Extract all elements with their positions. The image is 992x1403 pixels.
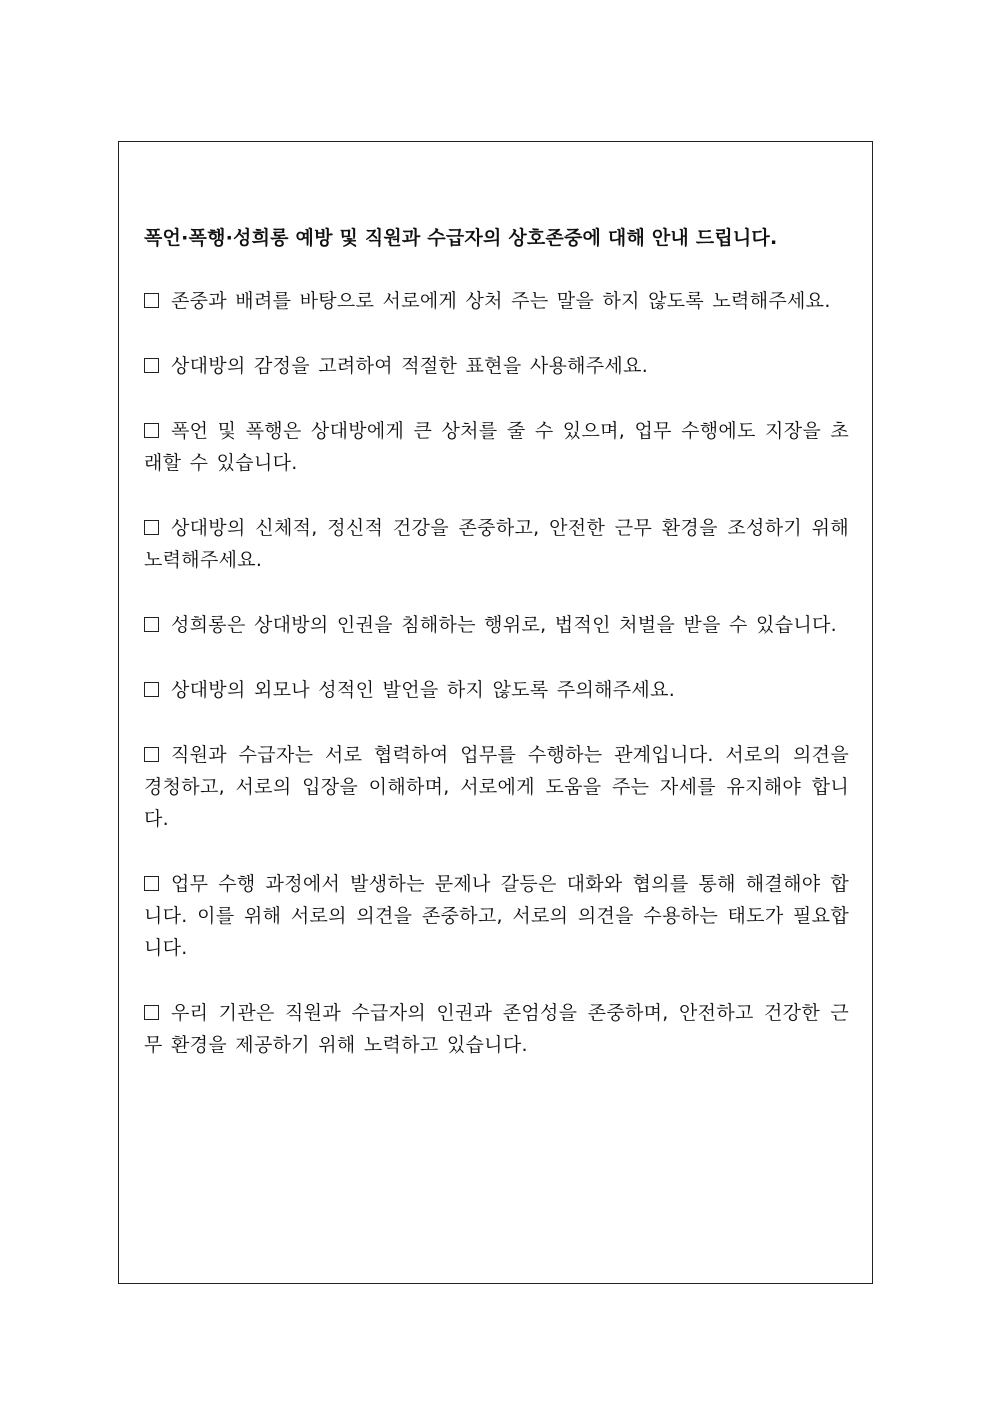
notice-item-text: 존중과 배려를 바탕으로 서로에게 상처 주는 말을 하지 않도록 노력해주세요. <box>171 290 831 312</box>
notice-item <box>144 739 849 835</box>
notice-item-text: 업무 수행 과정에서 발생하는 문제나 갈등은 대화와 협의를 통해 해결해야 합니다. 이를 위해 서로의 의견을 존중하고, 서로의 의견을 수용하는 태도가 필요합니다. <box>144 873 849 959</box>
checkbox-square-icon <box>144 876 159 891</box>
checkbox-square-icon <box>144 423 159 438</box>
notice-item <box>144 674 849 706</box>
notice-item <box>144 350 849 382</box>
notice-item <box>144 415 849 479</box>
checkbox-square-icon <box>144 617 159 632</box>
notice-item-text: 우리 기관은 직원과 수급자의 인권과 존엄성을 존중하며, 안전하고 건강한 근무 환경을 제공하기 위해 노력하고 있습니다. <box>144 1002 849 1056</box>
notice-item <box>144 609 849 641</box>
notice-item <box>144 997 849 1061</box>
notice-item-text: 성희롱은 상대방의 인권을 침해하는 행위로, 법적인 처벌을 받을 수 있습니다. <box>171 614 838 636</box>
notice-item-text: 폭언 및 폭행은 상대방에게 큰 상처를 줄 수 있으며, 업무 수행에도 지장을 초래할 수 있습니다. <box>144 420 849 474</box>
notice-item-text: 직원과 수급자는 서로 협력하여 업무를 수행하는 관계입니다. 서로의 의견을 경청하고, 서로의 입장을 이해하며, 서로에게 도움을 주는 자세를 유지해야 합니다. <box>144 744 849 830</box>
notice-item <box>144 512 849 576</box>
checkbox-square-icon <box>144 293 159 308</box>
checkbox-square-icon <box>144 520 159 535</box>
notice-item <box>144 868 849 964</box>
checkbox-square-icon <box>144 682 159 697</box>
notice-item-text: 상대방의 외모나 성적인 발언을 하지 않도록 주의해주세요. <box>171 679 676 701</box>
notice-frame <box>118 141 873 1284</box>
checkbox-square-icon <box>144 1005 159 1020</box>
checkbox-square-icon <box>144 747 159 762</box>
notice-item-text: 상대방의 신체적, 정신적 건강을 존중하고, 안전한 근무 환경을 조성하기 위해 노력해주세요. <box>144 517 849 571</box>
notice-title: 폭언·폭행·성희롱 예방 및 직원과 수급자의 상호존중에 대해 안내 드립니다. <box>144 227 778 249</box>
checkbox-square-icon <box>144 358 159 373</box>
notice-item-text: 상대방의 감정을 고려하여 적절한 표현을 사용해주세요. <box>171 355 649 377</box>
notice-content <box>144 224 849 1094</box>
notice-item <box>144 285 849 317</box>
